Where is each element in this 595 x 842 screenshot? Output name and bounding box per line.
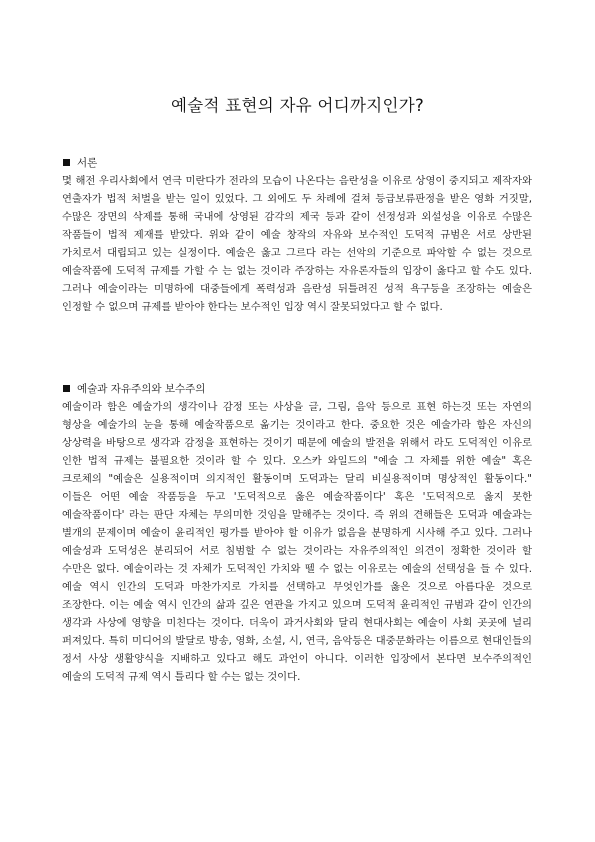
- section-paragraph: 몇 해전 우리사회에서 연극 미란다가 전라의 모습이 나온다는 음란성을 이유로 상영이 중지되고 제작자와 연출자가 법적 처벌을 받는 일이 있었다. 그 외에도 두 차례에 걸쳐 등급보류판정을 받은 영화 거짓말, 수많은 장면의 삭제를 통해 국내에 상영된 감각의 제국 등과 같이 선정성과 외설성을 이유로 수많은 작품들이 법적 제재를 받았다. 위와 같이 예술 창작의 자유와 보수적인 도덕적 규범은 서로 상반된 가치로서 대립되고 있는 실정이다. 예술은 옳고 그르다 라는 선악의 기준으로 파악할 수 없는 것으로 예술작품에 도덕적 규제를 가할 수 는 없는 것이라 주장하는 자유론자들의 입장이 옳다고 할 수도 있다. 그러나 예술이라는 미명하에 대중들에게 폭력성과 음란성 뒤틀려진 성적 욕구등을 조장하는 예술은 인정할 수 없으며 규제를 받아야 한다는 보수적인 입장 역시 잘못되었다고 할 수 없다.: [62, 175, 532, 313]
- section-paragraph: 예술이라 함은 예술가의 생각이나 감정 또는 사상을 글, 그림, 음악 등으로 표현 하는것 또는 자연의 형상을 예술가의 눈을 통해 예술작품으로 옮기는 것이라고 한다. 중요한 것은 예술가라 함은 자신의 상상력을 바탕으로 생각과 감정을 표현하는 것이기 때문에 예술의 발전을 위해서 라도 도덕적인 이유로 인한 법적 규제는 불필요한 것이라 할 수 있다. 오스카 와일드의 "예술 그 자체를 위한 예술" 혹은 크로체의 "예술은 실용적이며 의지적인 활동이며 도덕과는 달리 비실용적이며 명상적인 활동이다." 이들은 어떤 예술 작품등을 두고 '도덕적으로 옳은 예술작품이다' 혹은 '도덕적으로 옳지 못한 예술작품이다' 라는 판단 자체는 무의미한 것임을 말해주는 것이다. 즉 위의 견해들은 도덕과 예술과는 별개의 문제이며 예술이 윤리적인 평가를 받아야 할 이유가 없음을 분명하게 시사해 주고 있다. 그러나 예술성과 도덕성은 분리되어 서로 침범할 수 없는 것이라는 자유주의적인 의견이 정확한 것이라 할 수만은 없다. 예술이라는 것 자체가 도덕적인 가치와 뗄 수 없는 이유로는 예술의 선택성을 들 수 있다. 예술 역시 인간의 도덕과 마찬가지로 가치를 선택하고 무엇인가를 옳은 것으로 아름다운 것으로 조장한다. 이는 예술 역시 인간의 삶과 깊은 연관을 가지고 있으며 도덕적 윤리적인 규범과 같이 인간의 생각과 사상에 영향을 미친다는 것이다. 더욱이 과거사회와 달리 현대사회는 예술이 사회 곳곳에 널리 퍼져있다. 특히 미디어의 발달로 방송, 영화, 소설, 시, 연극, 음악등은 대중문화라는 이름으로 현대인들의 정서 사상 생활양식을 지배하고 있다고 해도 과언이 아니다. 이러한 입장에서 본다면 보수주의적인 예술의 도덕적 규제 역시 틀리다 할 수는 없는 것이다.: [62, 401, 532, 683]
- section-introduction: [62, 155, 532, 316]
- section-art-liberalism-conservatism: [62, 381, 532, 686]
- document-title: 예술적 표현의 자유 어디까지인가?: [170, 96, 425, 115]
- square-bullet-icon: [63, 159, 70, 166]
- section-heading-label: 서론: [77, 157, 98, 169]
- section-heading-label: 예술과 자유주의와 보수주의: [77, 383, 206, 395]
- section-heading: [62, 155, 532, 172]
- square-bullet-icon: [63, 385, 70, 392]
- section-heading: [62, 381, 532, 398]
